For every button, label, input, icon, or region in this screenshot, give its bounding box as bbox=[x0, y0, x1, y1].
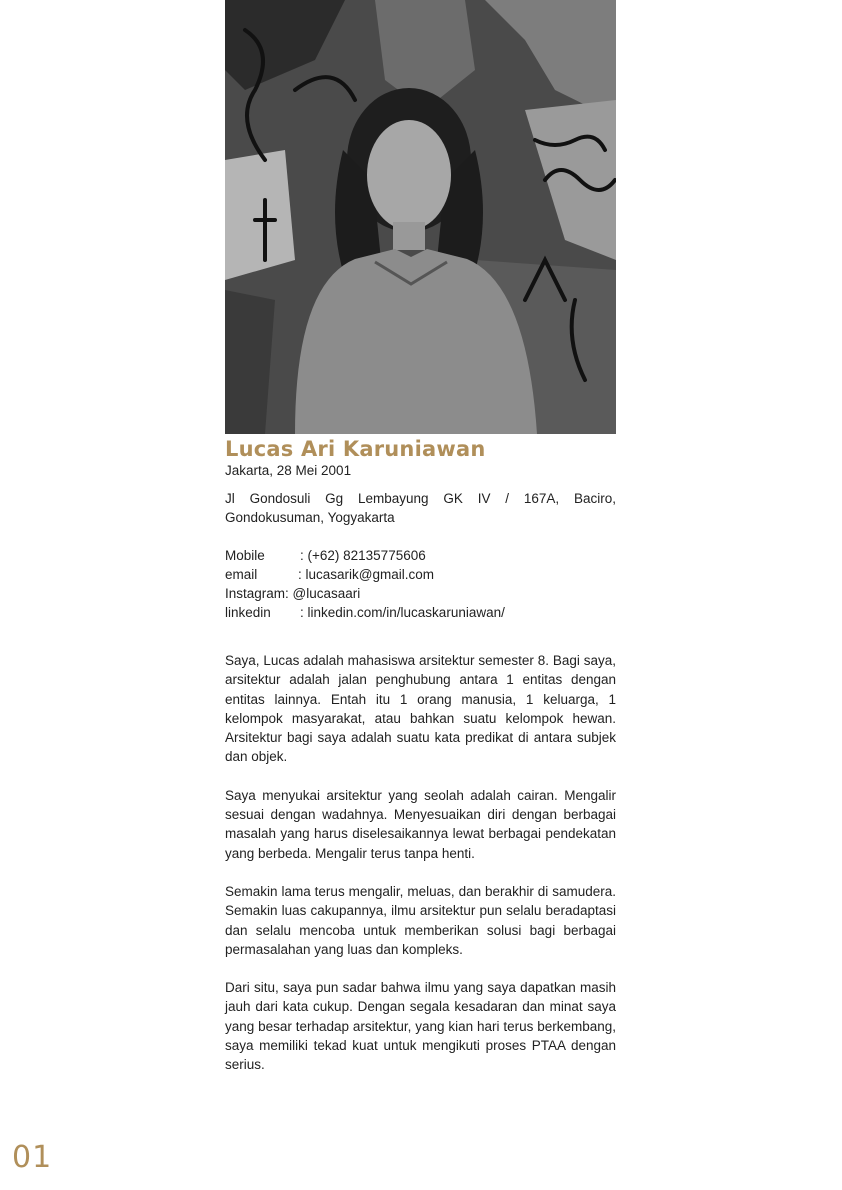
profile-name: Lucas Ari Karuniawan bbox=[225, 437, 486, 461]
contact-email bbox=[225, 565, 616, 584]
linkedin-value: : linkedin.com/in/lucaskaruniawan/ bbox=[300, 605, 505, 620]
profile-photo-graphic bbox=[225, 0, 616, 434]
mobile-label: Mobile bbox=[225, 548, 265, 563]
contact-instagram bbox=[225, 584, 616, 603]
profile-content bbox=[225, 436, 616, 1075]
email-value: : lucasarik@gmail.com bbox=[298, 567, 434, 582]
instagram-label: Instagram: bbox=[225, 586, 289, 601]
instagram-value: @lucasaari bbox=[288, 586, 361, 601]
birth-info: Jakarta, 28 Mei 2001 bbox=[225, 463, 352, 478]
bio-paragraph-4: Dari situ, saya pun sadar bahwa ilmu yang saya dapatkan masih jauh dari kata cukup. Dengan segala kesadaran dan minat saya yang besar terhadap arsitektur, yang kian hari terus berkembang, saya memiliki tekad kuat untuk mengikuti proses PTAA dengan serius. bbox=[225, 980, 616, 1073]
bio-paragraph-3: Semakin lama terus mengalir, meluas, dan berakhir di samudera. Semakin luas cakupannya, ilmu arsitektur pun selalu beradaptasi dan selalu mencoba untuk memberikan solusi bagi berbagai permasalahan yang luas dan kompleks. bbox=[225, 883, 616, 957]
mobile-value: : (+62) 82135775606 bbox=[300, 548, 426, 563]
bio-section bbox=[225, 651, 616, 1075]
profile-photo bbox=[225, 0, 616, 434]
address: Jl Gondosuli Gg Lembayung GK IV / 167A, Baciro, Gondokusuman, Yogyakarta bbox=[225, 491, 616, 525]
bio-paragraph-1: Saya, Lucas adalah mahasiswa arsitektur semester 8. Bagi saya, arsitektur adalah jalan penghubung antara 1 entitas dengan entitas lainnya. Entah itu 1 orang manusia, 1 keluarga, 1 kelompok masyarakat, atau bahkan suatu kelompok hewan. Arsitektur bagi saya adalah suatu kata predikat di antara subjek dan objek. bbox=[225, 653, 616, 765]
bio-paragraph-2: Saya menyukai arsitektur yang seolah adalah cairan. Mengalir sesuai dengan wadahnya. Menyesuaikan diri dengan berbagai masalah yang harus diselesaikannya lewat berbagai pendekatan yang berbeda. Mengalir terus tanpa henti. bbox=[225, 787, 616, 861]
linkedin-label: linkedin bbox=[225, 605, 271, 620]
contact-list bbox=[225, 546, 616, 622]
email-label: email bbox=[225, 567, 258, 582]
page-number: 01 bbox=[12, 1140, 53, 1175]
contact-linkedin bbox=[225, 603, 616, 622]
contact-mobile bbox=[225, 546, 616, 565]
